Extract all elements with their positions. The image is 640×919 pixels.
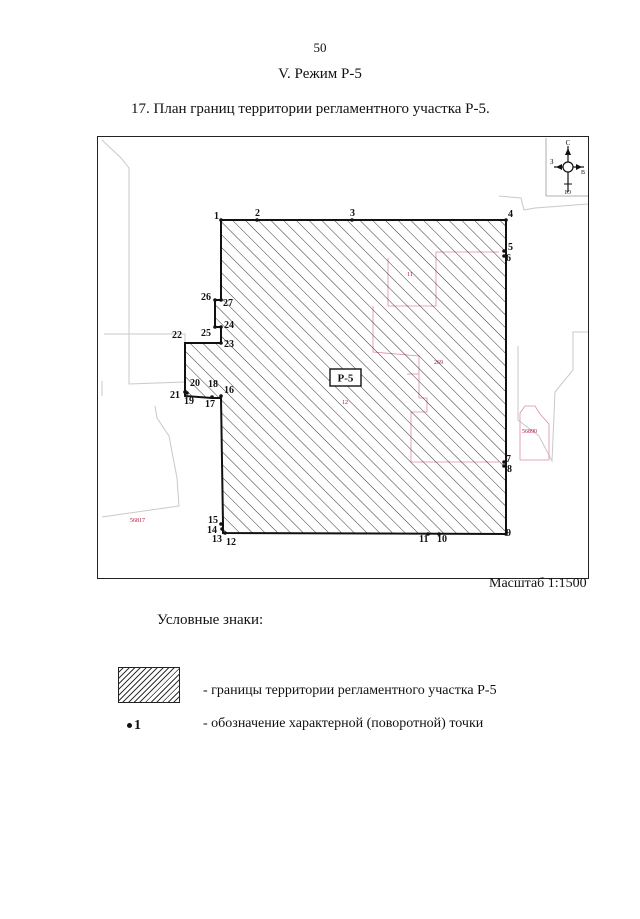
point-dot	[219, 341, 223, 345]
point-label: 4	[508, 209, 513, 220]
legend-point-symbol	[127, 718, 141, 734]
point-label: 25	[201, 328, 211, 339]
parcel-number: 56890	[522, 429, 537, 435]
point-label: 12	[226, 537, 236, 548]
point-label: 23	[224, 339, 234, 350]
point-label: 14	[207, 525, 217, 536]
point-dot	[219, 522, 223, 526]
point-label: 20	[190, 378, 200, 389]
point-label: 27	[223, 298, 233, 309]
point-dot	[219, 325, 223, 329]
point-label: 26	[201, 292, 211, 303]
point-dot	[213, 325, 217, 329]
parcel-number: 269	[434, 360, 443, 366]
point-label: 17	[205, 399, 215, 410]
point-dot	[220, 527, 224, 531]
point-label: 6	[506, 253, 511, 264]
point-label: 2	[255, 208, 260, 219]
point-dot	[183, 390, 187, 394]
point-dot	[219, 394, 223, 398]
point-label: 1	[214, 211, 219, 222]
boundary-plan-map	[97, 136, 589, 579]
compass-east: В	[581, 170, 586, 176]
parcel-number: 12	[342, 400, 348, 406]
parcel-number: 11	[407, 272, 413, 278]
zone-label: Р-5	[337, 372, 354, 385]
point-label: 15	[208, 515, 218, 526]
point-label: 8	[507, 464, 512, 475]
point-label: 19	[184, 396, 194, 407]
point-dot	[223, 531, 227, 535]
point-label: 5	[508, 242, 513, 253]
point-dot	[219, 218, 223, 222]
compass-south: Ю	[564, 190, 572, 196]
point-label: 21	[170, 390, 180, 401]
page-number: 50	[313, 40, 327, 55]
point-label: 3	[350, 208, 355, 219]
point-label: 7	[506, 454, 511, 465]
legend-title: Условные знаки:	[157, 612, 264, 628]
point-label: 13	[212, 534, 222, 545]
point-dot	[213, 298, 217, 302]
point-label: 16	[224, 385, 234, 396]
legend-hatch-text: - границы территории регламентного участка Р-5	[203, 683, 497, 698]
point-label: 18	[208, 379, 218, 390]
compass-north: С	[565, 139, 571, 147]
legend-point-text: - обозначение характерной (поворотной) точки	[203, 716, 484, 731]
point-label: 22	[172, 330, 182, 341]
parcel-number: 56817	[130, 518, 145, 524]
compass-west: З	[550, 158, 554, 166]
map-scale: Масштаб 1:1500	[489, 576, 587, 591]
point-dot-icon	[127, 723, 132, 728]
section-title: V. Режим Р-5	[278, 66, 362, 82]
point-label: 24	[224, 320, 234, 331]
point-label: 11	[419, 534, 429, 545]
point-label: 9	[506, 528, 511, 539]
plan-heading: 17. План границ территории регламентного участка Р-5.	[131, 101, 490, 117]
legend-point-number: 1	[134, 718, 141, 733]
point-label: 10	[437, 534, 447, 545]
hatch-swatch-icon	[118, 667, 180, 703]
